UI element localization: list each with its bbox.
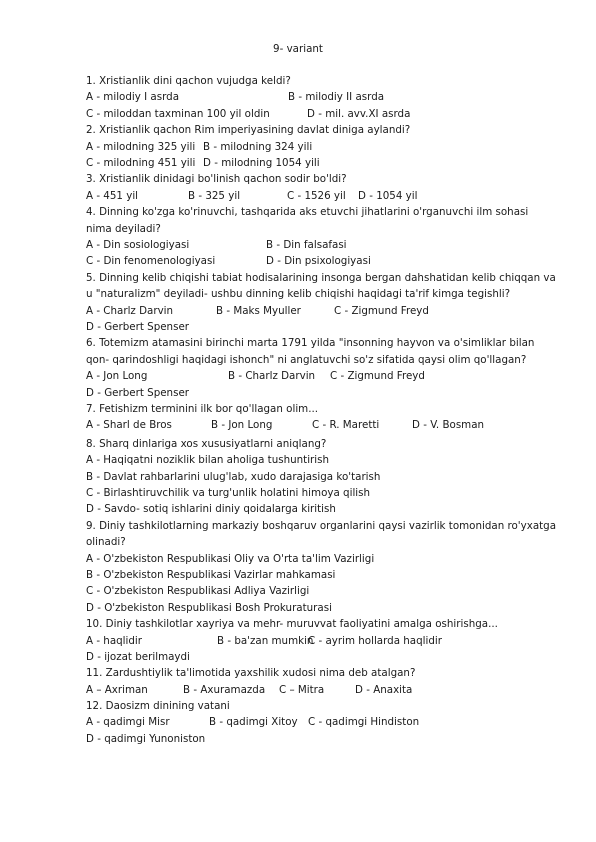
- answer-option: C – Mitra: [279, 683, 325, 696]
- answer-option: B - Axuramazda: [183, 683, 266, 696]
- answer-row: [86, 89, 556, 105]
- question-text: [86, 122, 556, 138]
- answer-option: C - Din fenomenologiyasi: [86, 255, 216, 268]
- answer-row: [86, 485, 556, 501]
- answer-row: [86, 319, 556, 335]
- answer-option: B - 325 yil: [188, 189, 241, 202]
- question-text: [86, 171, 556, 187]
- answer-row: [86, 649, 556, 665]
- question-label: 11. Zardushtiylik ta'limotida yaxshilik xudosi nima deb atalgan?: [86, 667, 416, 680]
- question-label: 3. Xristianlik dinidagi bo'linish qachon sodir bo'ldi?: [86, 173, 347, 186]
- answer-option: D - Gerbert Spenser: [86, 320, 190, 333]
- answer-option: D - 1054 yil: [358, 189, 418, 202]
- question-text: [86, 204, 556, 237]
- question-text: [86, 401, 556, 417]
- answer-row: [86, 682, 556, 698]
- answer-row: [86, 551, 556, 567]
- answer-row: [86, 155, 556, 171]
- answer-option: A - qadimgi Misr: [86, 716, 170, 729]
- answer-option: A - O'zbekiston Respublikasi Oliy va O'rta ta'lim Vazirligi: [86, 552, 375, 565]
- answer-option: D - Gerbert Spenser: [86, 386, 190, 399]
- question-text: [86, 616, 556, 632]
- answer-option: D - Savdo- sotiq ishlarini diniy qoidalarga kiritish: [86, 503, 336, 516]
- answer-option: C - 1526 yil: [287, 189, 346, 202]
- answer-row: [86, 417, 556, 433]
- question-label: 7. Fetishizm terminini ilk bor qo'llagan olim...: [86, 402, 319, 415]
- answer-row: [86, 469, 556, 485]
- answer-row: [86, 633, 556, 649]
- answer-option: A - Sharl de Bros: [86, 419, 172, 432]
- answer-option: D - qadimgi Yunoniston: [86, 732, 206, 745]
- answer-option: A - haqlidir: [86, 634, 143, 647]
- question-text: [86, 518, 556, 551]
- answer-option: B - Jon Long: [211, 419, 273, 432]
- answer-option: A - Charlz Darvin: [86, 304, 174, 317]
- answer-option: B - Charlz Darvin: [228, 370, 316, 383]
- answer-row: [86, 452, 556, 468]
- answer-option: A - milodiy I asrda: [86, 91, 180, 104]
- answer-option: D - ijozat berilmaydi: [86, 650, 190, 663]
- answer-option: D - Anaxita: [355, 683, 413, 696]
- question-text: [86, 436, 556, 452]
- answer-row: [86, 139, 556, 155]
- question-label: 12. Daosizm dinining vatani: [86, 700, 230, 713]
- answer-row: [86, 583, 556, 599]
- answer-option: C - ayrim hollarda haqlidir: [308, 634, 443, 647]
- answer-option: B - milodiy II asrda: [288, 91, 385, 104]
- answer-row: [86, 714, 556, 730]
- answer-option: B - qadimgi Xitoy: [209, 716, 298, 729]
- answer-option: B - milodning 324 yili: [203, 140, 313, 153]
- answer-row: [86, 731, 556, 747]
- answer-option: A - Haqiqatni noziklik bilan aholiga tushuntirish: [86, 454, 330, 467]
- answer-option: A - milodning 325 yili: [86, 140, 196, 153]
- answer-row: [86, 567, 556, 583]
- question-label: 4. Dinning ko'zga ko'rinuvchi, tashqarida aks etuvchi jihatlarini o'rganuvchi ilm sohasi nima deyiladi?: [86, 206, 529, 235]
- question-label: 5. Dinning kelib chiqishi tabiat hodisalarining insonga bergan dahshatidan kelib chiqqan va u "naturalizm" deyiladi- ushbu dinning kelib chiqishi haqidagi ta'rif kimga tegishli?: [86, 271, 556, 301]
- question-text: [86, 73, 556, 89]
- answer-row: [86, 188, 556, 204]
- answer-option: D - O'zbekiston Respublikasi Bosh Prokuraturasi: [86, 601, 332, 614]
- answer-option: C - Zigmund Freyd: [330, 370, 425, 383]
- answer-option: B - ba'zan mumkin: [217, 634, 314, 647]
- answer-option: D - mil. avv.XI asrda: [307, 107, 411, 120]
- answer-option: C - miloddan taxminan 100 yil oldin: [86, 107, 270, 120]
- question-label: 9. Diniy tashkilotlarning markaziy boshqaruv organlarini qaysi vazirlik tomonidan ro'yxatga olinadi?: [86, 519, 557, 549]
- answer-option: D - Din psixologiyasi: [266, 255, 371, 268]
- question-list: [86, 73, 556, 747]
- answer-option: C - Birlashtiruvchilik va turg'unlik holatini himoya qilish: [86, 486, 371, 499]
- question-label: 2. Xristianlik qachon Rim imperiyasining davlat diniga aylandi?: [86, 124, 411, 137]
- answer-option: B - Din falsafasi: [266, 238, 347, 251]
- answer-option: B - Davlat rahbarlarini ulug'lab, xudo darajasiga ko'tarish: [86, 470, 381, 483]
- answer-option: D - milodning 1054 yili: [203, 156, 320, 169]
- answer-row: [86, 600, 556, 616]
- answer-row: [86, 106, 556, 122]
- question-label: 10. Diniy tashkilotlar xayriya va mehr- muruvvat faoliyatini amalga oshirishga...: [86, 618, 498, 631]
- answer-row: [86, 501, 556, 517]
- answer-row: [86, 253, 556, 269]
- question-text: [86, 665, 556, 681]
- question-label: 1. Xristianlik dini qachon vujudga keldi?: [86, 75, 291, 87]
- question-text: [86, 335, 556, 368]
- answer-option: C - qadimgi Hindiston: [308, 716, 420, 729]
- question-label: 6. Totemizm atamasini birinchi marta 1791 yilda "insonning hayvon va o'simliklar bilan qon- qarindoshligi haqidagi ishonch" ni anglatuvchi so'z sifatida qaysi olim qo'llagan?: [86, 337, 535, 366]
- question-text: [86, 270, 556, 303]
- answer-option: C - Zigmund Freyd: [334, 304, 429, 317]
- answer-option: B - O'zbekiston Respublikasi Vazirlar mahkamasi: [86, 568, 336, 581]
- answer-option: B - Maks Myuller: [216, 304, 301, 317]
- answer-option: C - R. Maretti: [312, 419, 380, 432]
- answer-option: C - O'zbekiston Respublikasi Adliya Vazirligi: [86, 585, 310, 598]
- answer-option: D - V. Bosman: [412, 419, 485, 432]
- question-label: 8. Sharq dinlariga xos xususiyatlarni aniqlang?: [86, 437, 327, 450]
- page-title: 9- variant: [273, 43, 323, 55]
- answer-row: [86, 303, 556, 319]
- answer-row: [86, 237, 556, 253]
- answer-option: A – Axriman: [86, 683, 148, 696]
- answer-option: A - Din sosiologiyasi: [86, 238, 190, 251]
- answer-row: [86, 368, 556, 384]
- answer-option: A - 451 yil: [86, 189, 139, 202]
- question-text: [86, 698, 556, 714]
- answer-option: C - milodning 451 yili: [86, 156, 196, 169]
- answer-option: A - Jon Long: [86, 370, 148, 383]
- answer-row: [86, 385, 556, 401]
